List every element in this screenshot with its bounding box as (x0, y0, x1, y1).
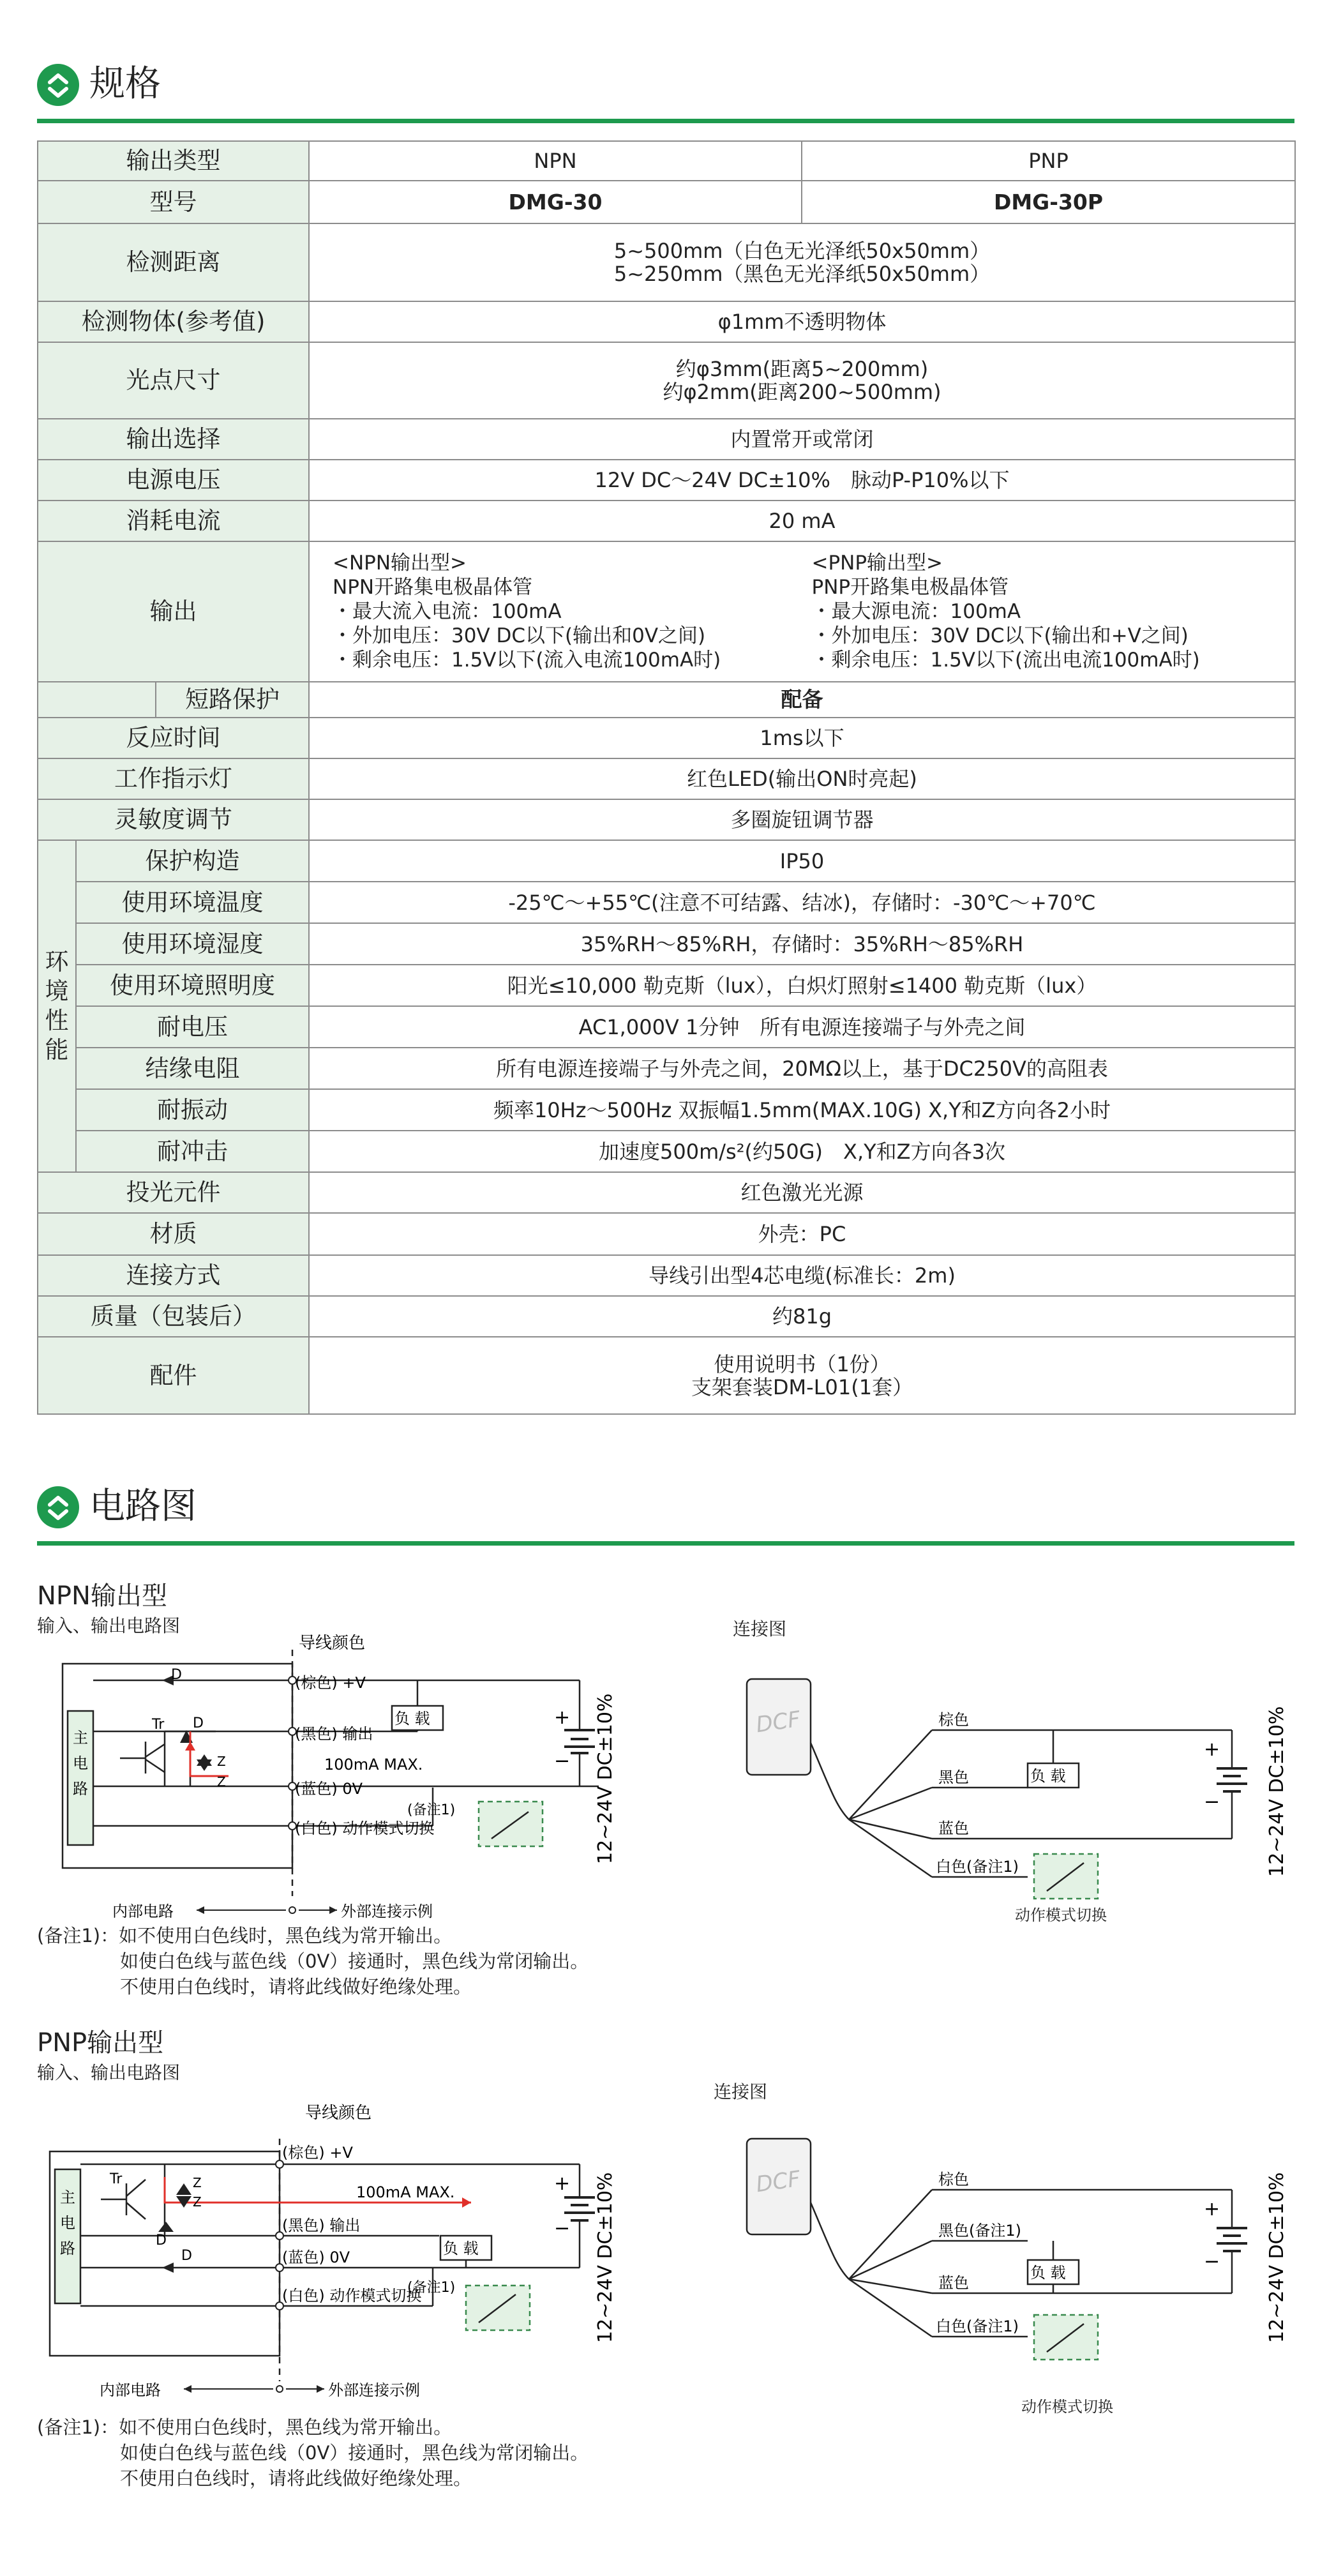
output-spec (309, 541, 1295, 682)
table-row (38, 840, 1295, 882)
row-value: 红色LED(输出ON时亮起) (309, 758, 1295, 799)
main-circuit-label: 电 (73, 1754, 88, 1772)
table-row (38, 541, 1295, 682)
npn-title: NPN输出型 (37, 1581, 167, 1611)
npn-note-2: 如使白色线与蓝色线（0V）接通时，黑色线为常闭输出。 (120, 1950, 589, 1972)
row-label: 耐电压 (76, 1006, 309, 1048)
row-value: 导线引出型4芯电缆(标准长：2m) (309, 1255, 1295, 1296)
value-line: ・最大源电流：100mA (811, 600, 1021, 623)
svg-text:D: D (193, 1715, 204, 1731)
svg-text:D: D (181, 2248, 192, 2264)
pnp-note-2: 如使白色线与蓝色线（0V）接通时，黑色线为常闭输出。 (120, 2442, 589, 2464)
wire-blue-label: (蓝色) 0V (282, 2248, 350, 2266)
wire-black-label: (黑色) 输出 (295, 1725, 373, 1743)
svg-text:D: D (171, 1667, 182, 1683)
row-label: 质量（包装后） (38, 1296, 309, 1337)
row-label: 工作指示灯 (38, 758, 309, 799)
row-label: 检测物体(参考值) (38, 301, 309, 342)
value-line: NPN开路集电极晶体管 (333, 576, 533, 599)
load-label: 负 载 (394, 1710, 430, 1728)
outer-label: 外部连接示例 (328, 2381, 420, 2399)
value-line: 5~250mm（黑色无光泽纸50x50mm） (613, 262, 991, 286)
section-rule (37, 119, 1294, 123)
value-line: 5~500mm（白色无光泽纸50x50mm） (613, 239, 991, 263)
svg-text:−: − (554, 1750, 571, 1772)
table-row (38, 718, 1295, 758)
pnp-note-1: (备注1)：如不使用白色线时，黑色线为常开输出。 (37, 2416, 453, 2438)
svg-text:Z: Z (193, 2194, 202, 2210)
row-label: 光点尺寸 (38, 342, 309, 419)
row-label: 消耗电流 (38, 501, 309, 541)
wiring-white: 白色(备注1) (936, 2317, 1019, 2335)
pnp-title: PNP输出型 (37, 2028, 164, 2058)
wiring-blue: 蓝色 (938, 2274, 969, 2292)
value-line: 使用说明书（1份） (714, 1352, 890, 1376)
table-row (38, 965, 1295, 1006)
row-value: IP50 (309, 840, 1295, 882)
npn-model: DMG-30 (309, 181, 802, 223)
spec-table (37, 140, 1296, 1415)
row-value (309, 342, 1295, 419)
wire-white-label: (白色) 动作模式切换 (295, 1819, 435, 1837)
table-row (38, 1213, 1295, 1255)
wire-black-label: (黑色) 输出 (282, 2217, 361, 2234)
load-label: 负 载 (1030, 2264, 1066, 2282)
svg-text:Z: Z (217, 1774, 226, 1789)
pnp-cell: PNP (802, 141, 1295, 181)
inner-label: 内部电路 (112, 1902, 174, 1920)
svg-text:+: + (554, 2173, 571, 2195)
row-label: 材质 (38, 1213, 309, 1255)
blank-cell (38, 682, 156, 718)
supply-label: 12~24V DC±10% (594, 2172, 617, 2343)
lead-color-label: 导线颜色 (299, 1634, 366, 1653)
env-group-label (38, 840, 76, 1172)
section-header-spec (37, 64, 1294, 128)
npn-output-column (333, 551, 812, 672)
row-value: 内置常开或常闭 (309, 419, 1295, 460)
npn-note-1: (备注1)：如不使用白色线时，黑色线为常开输出。 (37, 1925, 453, 1947)
pnp-circuit-diagram (37, 2100, 624, 2400)
lead-color-label: 导线颜色 (305, 2104, 372, 2123)
env-label-text: 环境性能 (45, 948, 69, 1064)
wiring-black: 黑色 (938, 1768, 969, 1786)
svg-text:Tr: Tr (110, 2171, 123, 2187)
svg-text:DCF: DCF (754, 2165, 802, 2198)
section-header-circuit (37, 1486, 1294, 1550)
max-current-label: 100mA MAX. (356, 2183, 455, 2201)
row-value: -25℃～+55℃(注意不可结露、结冰)，存储时：-30℃～+70℃ (309, 882, 1295, 923)
chevron-badge-icon (37, 64, 79, 106)
value-line: 约φ2mm(距离200~500mm) (663, 380, 941, 404)
value-line: ・剩余电压：1.5V以下(流出电流100mA时) (811, 649, 1200, 672)
main-circuit-label: 路 (73, 1780, 88, 1798)
npn-circuit-diagram (37, 1634, 624, 1922)
main-circuit-label: 路 (60, 2240, 75, 2257)
chevron-badge-icon (37, 1486, 79, 1528)
wire-white-label: (白色) 动作模式切换 (282, 2287, 422, 2305)
value-line: ・最大流入电流：100mA (333, 600, 562, 623)
wiring-black: 黑色(备注1) (938, 2222, 1021, 2240)
max-current-label: 100mA MAX. (324, 1756, 423, 1774)
table-row (38, 1048, 1295, 1089)
svg-text:Z: Z (217, 1754, 226, 1769)
table-row (38, 501, 1295, 541)
section-title: 规格 (89, 63, 161, 105)
internal-circuit-box (63, 1664, 292, 1868)
load-label: 负 载 (443, 2240, 479, 2257)
row-label: 保护构造 (76, 840, 309, 882)
table-row (38, 1131, 1295, 1172)
value-line: 支架套装DM-L01(1套） (691, 1375, 913, 1399)
row-label: 型号 (38, 181, 309, 223)
wiring-brown: 棕色 (938, 1711, 969, 1729)
row-value: 外壳：PC (309, 1213, 1295, 1255)
wiring-mode-label: 动作模式切换 (1015, 1906, 1107, 1924)
supply-label: 12~24V DC±10% (594, 1693, 617, 1864)
row-value: 所有电源连接端子与外壳之间，20MΩ以上，基于DC250V的高阻表 (309, 1048, 1295, 1089)
value-line: ・外加电压：30V DC以下(输出和0V之间) (333, 624, 706, 647)
wire-blue-label: (蓝色) 0V (295, 1780, 363, 1798)
svg-text:+: + (554, 1706, 571, 1729)
table-row (38, 419, 1295, 460)
svg-text:Tr: Tr (152, 1717, 165, 1733)
table-row (38, 342, 1295, 419)
row-label: 短路保护 (156, 682, 309, 718)
row-label: 灵敏度调节 (38, 799, 309, 840)
pnp-subtitle: 输入、输出电路图 (37, 2062, 181, 2083)
value-line: PNP开路集电极晶体管 (811, 576, 1009, 599)
row-value (309, 1337, 1295, 1414)
inner-label: 内部电路 (100, 2381, 161, 2399)
svg-text:Z: Z (193, 2175, 202, 2190)
table-row (38, 301, 1295, 342)
row-value: 35%RH～85%RH，存储时：35%RH～85%RH (309, 923, 1295, 965)
row-value: 配备 (309, 682, 1295, 718)
row-value: 红色激光光源 (309, 1172, 1295, 1213)
row-value: 频率10Hz～500Hz 双振幅1.5mm(MAX.10G) X,Y和Z方向各2小时 (309, 1089, 1295, 1131)
table-row (38, 758, 1295, 799)
table-row (38, 181, 1295, 223)
row-label: 电源电压 (38, 460, 309, 501)
pnp-model: DMG-30P (802, 181, 1295, 223)
row-value: φ1mm不透明物体 (309, 301, 1295, 342)
row-value: 1ms以下 (309, 718, 1295, 758)
svg-text:−: − (1204, 2250, 1220, 2273)
row-label: 输出选择 (38, 419, 309, 460)
npn-wiring-diagram (734, 1660, 1296, 1902)
value-line: ・外加电压：30V DC以下(输出和+V之间) (811, 624, 1189, 647)
row-label: 使用环境照明度 (76, 965, 309, 1006)
row-label: 使用环境温度 (76, 882, 309, 923)
table-row (38, 460, 1295, 501)
row-label: 配件 (38, 1337, 309, 1414)
table-row (38, 799, 1295, 840)
pnp-wiring-diagram (734, 2126, 1296, 2375)
row-value: 多圈旋钮调节器 (309, 799, 1295, 840)
main-circuit-label: 电 (60, 2214, 75, 2232)
supply-label: 12~24V DC±10% (1266, 1706, 1288, 1877)
wiring-mode-label: 动作模式切换 (1021, 2398, 1113, 2416)
table-row (38, 1255, 1295, 1296)
note-tag: (备注1) (407, 2280, 456, 2296)
value-line: 约φ3mm(距离5~200mm) (675, 357, 929, 381)
section-title: 电路图 (89, 1486, 197, 1527)
row-label: 结缘电阻 (76, 1048, 309, 1089)
table-row (38, 1337, 1295, 1414)
table-row (38, 682, 1295, 718)
row-label: 输出 (38, 541, 309, 682)
npn-wiring-label: 连接图 (733, 1618, 787, 1639)
row-value: 20 mA (309, 501, 1295, 541)
table-row (38, 141, 1295, 181)
row-label: 连接方式 (38, 1255, 309, 1296)
row-value: 加速度500m/s²(约50G) X,Y和Z方向各3次 (309, 1131, 1295, 1172)
svg-text:D: D (156, 2233, 167, 2248)
row-label: 输出类型 (38, 141, 309, 181)
row-label: 投光元件 (38, 1172, 309, 1213)
svg-text:+: + (1204, 1738, 1220, 1761)
wire-brown-label: (棕色) +V (295, 1674, 366, 1692)
wiring-brown: 棕色 (938, 2171, 969, 2188)
svg-text:−: − (554, 2217, 571, 2240)
table-row (38, 1172, 1295, 1213)
table-row (38, 882, 1295, 923)
wiring-blue: 蓝色 (938, 1819, 969, 1837)
value-line: <NPN输出型> (333, 552, 467, 575)
row-label: 耐振动 (76, 1089, 309, 1131)
svg-text:+: + (1204, 2198, 1220, 2220)
row-value (309, 223, 1295, 301)
load-label: 负 载 (1030, 1767, 1066, 1785)
npn-note-3: 不使用白色线时，请将此线做好绝缘处理。 (120, 1976, 472, 1998)
supply-label: 12~24V DC±10% (1266, 2172, 1288, 2343)
value-line: ・剩余电压：1.5V以下(流入电流100mA时) (333, 649, 721, 672)
svg-text:−: − (1204, 1791, 1220, 1813)
main-circuit-label: 主 (73, 1729, 88, 1747)
npn-subtitle: 输入、输出电路图 (37, 1615, 181, 1636)
row-label: 使用环境湿度 (76, 923, 309, 965)
svg-text:DCF: DCF (754, 1706, 802, 1738)
row-label: 耐冲击 (76, 1131, 309, 1172)
table-row (38, 1296, 1295, 1337)
npn-cell: NPN (309, 141, 802, 181)
table-row (38, 1089, 1295, 1131)
value-line: <PNP输出型> (811, 552, 943, 575)
outer-label: 外部连接示例 (341, 1902, 433, 1920)
table-row (38, 223, 1295, 301)
table-row (38, 1006, 1295, 1048)
pnp-wiring-label: 连接图 (714, 2081, 768, 2102)
pnp-output-column (812, 551, 1291, 672)
pnp-note-3: 不使用白色线时，请将此线做好绝缘处理。 (120, 2467, 472, 2489)
table-row (38, 923, 1295, 965)
wiring-white: 白色(备注1) (936, 1858, 1019, 1876)
row-value: 12V DC～24V DC±10% 脉动P-P10%以下 (309, 460, 1295, 501)
wire-brown-label: (棕色) +V (282, 2144, 353, 2162)
row-value: 阳光≤10,000 勒克斯（lux），白炽灯照射≤1400 勒克斯（lux） (309, 965, 1295, 1006)
main-circuit-label: 主 (60, 2188, 75, 2206)
row-label: 反应时间 (38, 718, 309, 758)
note-tag: (备注1) (407, 1802, 456, 1818)
row-label: 检测距离 (38, 223, 309, 301)
row-value: AC1,000V 1分钟 所有电源连接端子与外壳之间 (309, 1006, 1295, 1048)
row-value: 约81g (309, 1296, 1295, 1337)
section-rule (37, 1541, 1294, 1546)
